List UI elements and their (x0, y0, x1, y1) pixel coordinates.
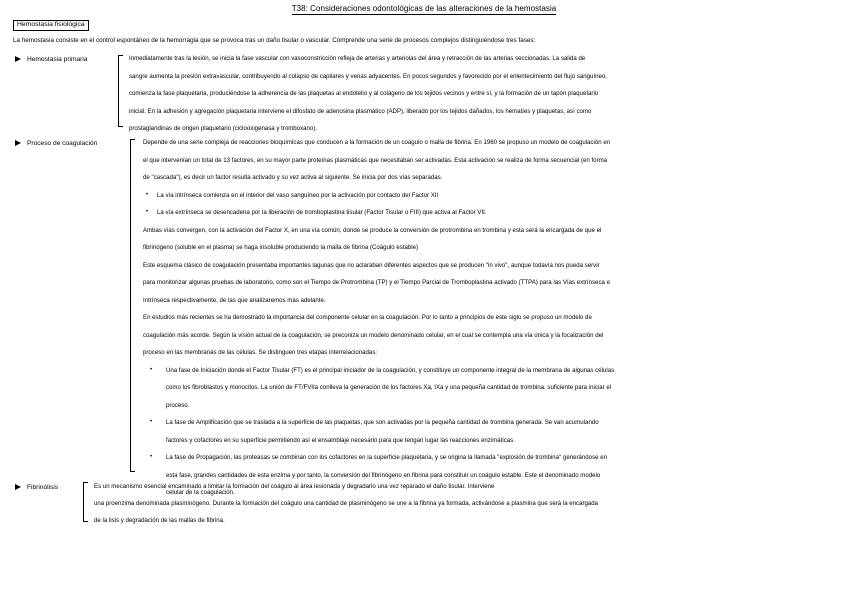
via-item: La vía intrínseca comienza en el interior del vaso sanguíneo por la activación por contacto del Factor XII (157, 191, 439, 199)
bullet-dot-icon: • (150, 419, 153, 425)
text-line: comienza la fase plaquetaria, produciéndose la adherencia de las plaquetas al endotelio y al colágeno de los tejidos vecinos y entre sí, y la formación de un tapón plaquetario (129, 90, 599, 97)
fibrinolisis-label: Fibrinólisis (15, 484, 58, 492)
page-title: T38: Consideraciones odontológicas de las alteraciones de la hemostasia (291, 4, 557, 13)
etapa-item: proceso. (166, 401, 190, 409)
via-item: La vía extrínseca se desencadena por la liberación de tromboplastina tisular (Factor Tisular o FIII) que activa al Factor VII. (157, 209, 487, 216)
text-line: prostaglandinas de origen plaquetario (ciclooxigenasa y tromboxano). (129, 125, 318, 132)
text-line: Ambas vías convergen, con la activación del Factor X, en una vía común, donde se produce la conversión de protrombina en trombina y esta será la encargada de que el (143, 226, 602, 234)
coagulacion-label: Proceso de coagulación (15, 140, 97, 148)
text-line: En estudios más recientes se ha demostrado la importancia del componente celular en la coagulación. Por lo tanto a principios de este siglo se propuso un modelo de (143, 314, 592, 321)
intro-paragraph: La hemostasia consiste en el control espontáneo de la hemorragia que se provoca tras un daño tisular o vascular. Comprende una serie de procesos complejos distinguiéndose tres fases: (13, 37, 536, 44)
triangle-bullet-icon (15, 484, 21, 490)
text-line: coagulación más acorde. Según la visión actual de la coagulación, se preconiza un modelo denominado celular, en el cual se contempla una vía única y la focalización del (143, 331, 604, 339)
triangle-bullet-icon (15, 56, 21, 62)
etapa-item: como los fibroblastos y monocitos. La unión de FT/FVIIa conlleva la generación de los factores Xa, IXa y una pequeña cantidad de trombina, suficiente para iniciar el (166, 384, 612, 391)
text-line: Es un mecanismo esencial encaminado a limitar la formación del coágulo al área lesionada y degradarlo una vez reparado el daño tisular. Interviene (94, 483, 495, 490)
etapa-item: esta fase, grandes cantidades de esta enzima y por tanto, la conversión del fibrinógeno en fibrina para constituir un coágulo estable. Este el denominado modelo (166, 471, 601, 479)
bullet-dot-icon: • (146, 191, 149, 198)
bullet-dot-icon: • (150, 366, 153, 373)
text-line: fibrinógeno (soluble en el plasma) se haga insoluble produciendo la malla de fibrina (Coágulo estable) (143, 244, 419, 251)
text-line: una proenzima denominada plasminógeno. Durante la formación del coágulo una cantidad de plasminógeno se une a la fibrina ya formada, activándose a plasmina que será la encargada (94, 500, 599, 507)
section-heading: Hemostasia fisiológica (13, 20, 89, 31)
text-line: de "cascada"), es decir un factor resulta activado y su vez activa al siguiente. Se inicia por dos vías separadas. (143, 174, 443, 181)
text-line: inicial. En la adhesión y agregación plaquetaria interviene el difosfato de adenosina plasmático (ADP), liberado por los tejidos dañados, los hematíes y plaquetas, así como (129, 107, 592, 115)
bullet-dot-icon: • (150, 454, 153, 460)
etapa-item: La fase de Propagación, las proteasas se combinan con los cofactores en la superficie plaquetaria, y se origina la llamada "explosión de trombina" generándose en (166, 454, 607, 461)
triangle-bullet-icon (15, 140, 21, 146)
text-line: Intrínseca respectivamente, de las que analizaremos más adelante. (143, 296, 326, 304)
text-line: sangre aumenta la presión extravascular, contribuyendo al colapso de capilares y venas adyacentes. En pocos segundos y favorecido por el enlentecimiento del flujo sanguíneo, (129, 72, 607, 80)
etapa-item: La fase de Amplificación que se traslada a la superficie de las plaquetas, que son activadas por la pequeña cantidad de trombina generada. Se van acumulando (166, 419, 599, 426)
text-line: el que intervenían un total de 13 factores, en su mayor parte proteínas plasmáticas que necesitaban ser activadas. Esta activación se realiza de forma secuencial (en forma (143, 156, 608, 164)
text-line: para monitorizar algunas pruebas de laboratorio, como son el Tiempo de Protrombina (TP) y el Tiempo Parcial de Tromboplastina activado (TTPA) para las Vías extrínseca e (143, 279, 610, 286)
etapa-item: factores y cofactores en su superficie permitiendo así el ensamblaje necesario para que tengan lugar las reacciones enzimáticas. (166, 436, 515, 444)
bracket (130, 139, 131, 472)
etapa-item: celular de la coagulación. (166, 489, 235, 496)
bracket (118, 55, 119, 127)
text-line: proceso en las membranas de las células. Se distinguen tres etapas interrelacionadas: (143, 349, 378, 356)
text-line: de la lisis y degradación de las mallas de fibrina. (94, 517, 225, 524)
text-line: Este esquema clásico de coagulación presentaba importantes lagunas que no aclaraban diferentes aspectos que se producen "in vivo", aunque todavía nos pueda servir (143, 261, 600, 269)
hemostasia-primaria-label: Hemostasia primaria (15, 56, 87, 64)
bracket (83, 482, 84, 522)
text-line: Depende de una serie compleja de reacciones bioquímicas que conducen a la formación de un coágulo o malla de fibrina. En 1960 se propuso un modelo de coagulación en (143, 139, 611, 146)
etapa-item: Una fase de Iniciación donde el Factor Tisular (FT) es el principal iniciador de la coagulación, y constituye un componente integral de la membrana de algunas células (166, 366, 615, 374)
text-line: Inmediatamente tras la lesión, se inicia la fase vascular con vasoconstricción refleja de arterias y arteriolas del área y retracción de las arterias seccionadas. La salida de (129, 55, 586, 62)
bullet-dot-icon: • (146, 209, 149, 215)
